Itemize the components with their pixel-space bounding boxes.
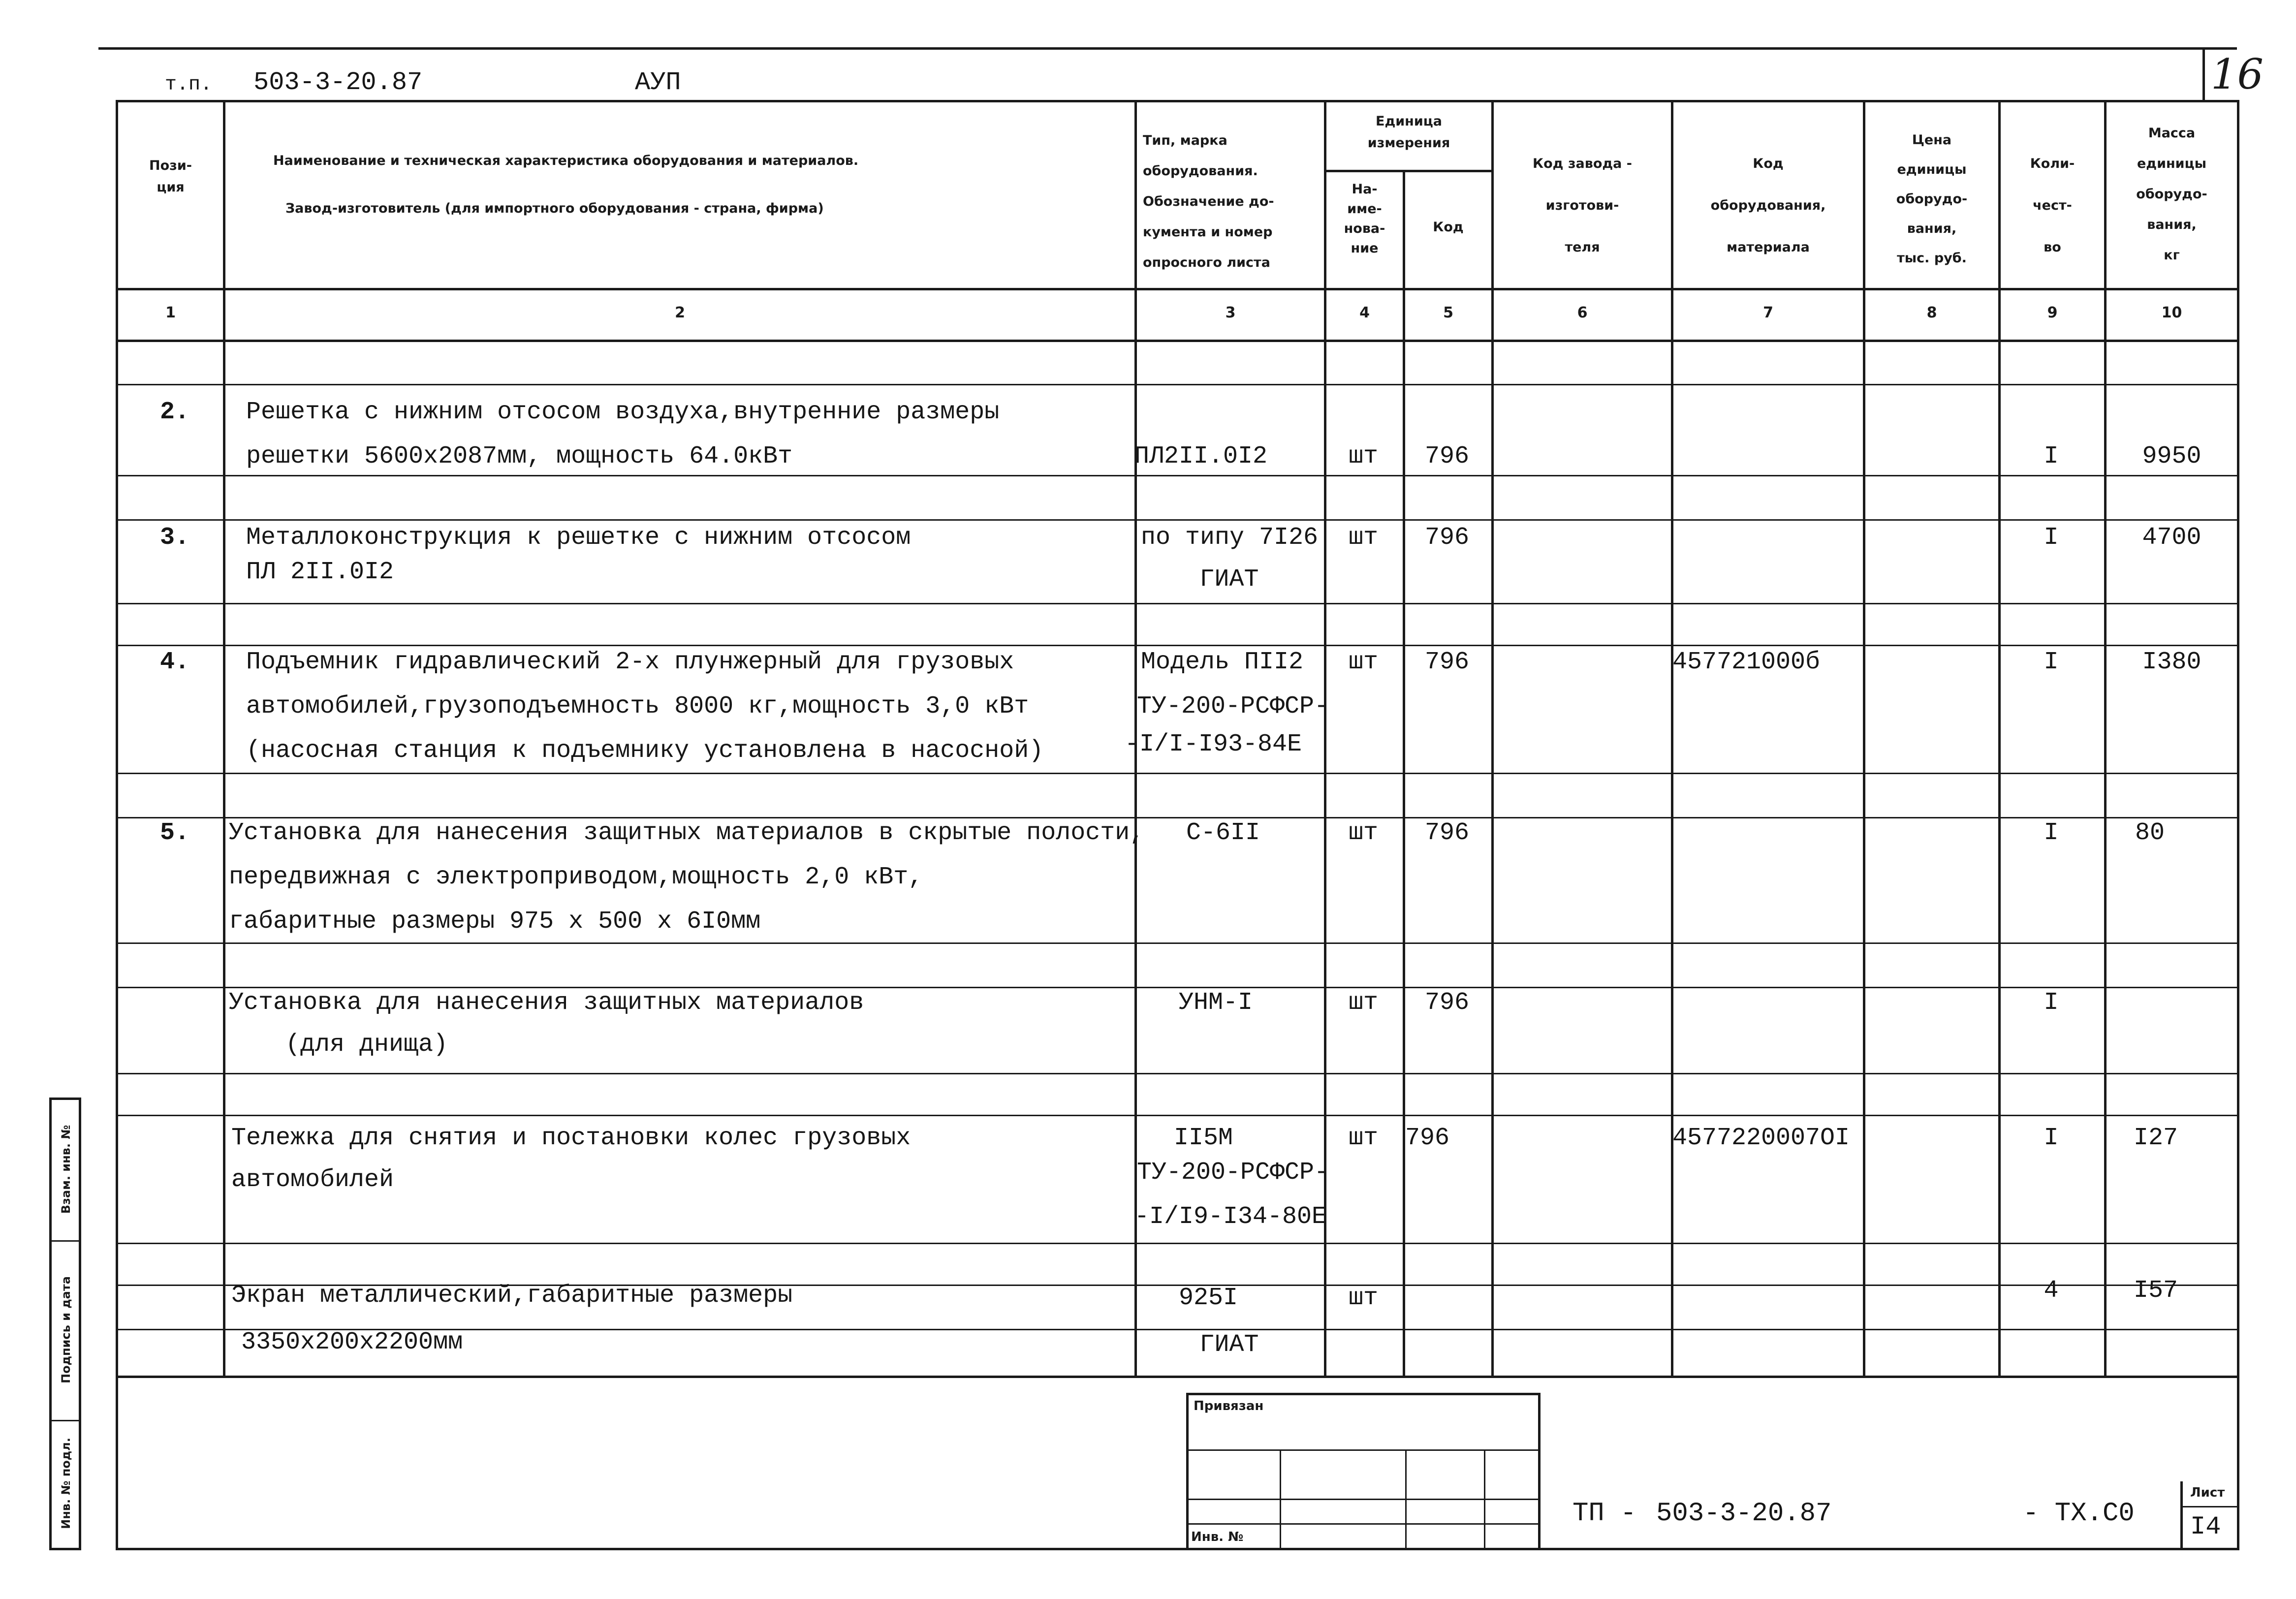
col-number: 3	[1225, 304, 1236, 321]
col-number: 8	[1926, 304, 1937, 321]
stamp-left	[1186, 1393, 1189, 1549]
row-code: 796	[1424, 819, 1469, 847]
side-label-sign-date: Подпись и дата	[59, 1276, 73, 1383]
header-col1: Пози- ция	[149, 158, 192, 195]
row-line	[116, 987, 2239, 988]
row-description: (насосная станция к подъемнику установлена в насосной)	[246, 737, 1044, 765]
row-code: 796	[1405, 1124, 1450, 1152]
header-col8: Цена единицы оборудо- вания, тыс. руб.	[1896, 132, 1968, 266]
topleft-tag: т.п.	[165, 74, 213, 96]
row-type: ТУ-200-РСФСР-	[1137, 1159, 1329, 1187]
sheet-number: I4	[2190, 1512, 2221, 1541]
row-description: автомобилей,грузоподъемность 8000 кг,мощность 3,0 кВт	[246, 692, 1029, 721]
row-type: -I/I-I93-84Е	[1125, 730, 1302, 758]
header-col2-line1: Наименование и техническая характеристика оборудования и материалов.	[273, 153, 859, 168]
unit-group-line	[1324, 170, 1491, 172]
row-description: решетки 5600x2087мм, мощность 64.0кВт	[246, 442, 793, 470]
row-description: (для днища)	[285, 1031, 448, 1059]
stamp-col-line	[1280, 1449, 1281, 1548]
stamp-line	[1186, 1499, 1541, 1500]
side-label-inv-replace: Взам. инв. №	[59, 1125, 73, 1214]
frame-top	[116, 100, 2239, 102]
row-unit: шт	[1348, 819, 1378, 847]
row-qty: I	[2044, 989, 2059, 1017]
row-code: 796	[1424, 648, 1469, 676]
row-description: передвижная с электроприводом,мощность 2,0 кВт,	[229, 863, 923, 891]
row-type: по типу 7I26	[1141, 524, 1319, 552]
sheet-label: Лист	[2190, 1485, 2225, 1500]
row-mass: I57	[2134, 1277, 2178, 1305]
col-number: 2	[675, 304, 685, 321]
col-number: 9	[2047, 304, 2058, 321]
row-mass: 4700	[2142, 524, 2202, 552]
header-bottom-line	[116, 288, 2239, 290]
col-number: 1	[165, 304, 176, 321]
row-type: 925I	[1179, 1284, 1238, 1312]
row-position: 3.	[160, 524, 190, 552]
row-type: ТУ-200-РСФСР-	[1137, 692, 1329, 721]
stamp-bound-label: Привязан	[1194, 1399, 1264, 1413]
row-qty: I	[2044, 819, 2059, 847]
side-strip-right	[79, 1097, 81, 1549]
row-line	[116, 773, 2239, 774]
number-row-bottom-line	[116, 340, 2239, 342]
page-box-left	[2202, 47, 2205, 101]
col-line-9	[2104, 100, 2107, 1377]
row-qty: I	[2044, 442, 2059, 470]
row-line	[116, 384, 2239, 385]
side-strip-line	[49, 1420, 81, 1421]
row-equipment-code: 457721000б	[1672, 648, 1821, 676]
header-col3: Тип, марка оборудования. Обозначение до- кумента и номер опросного листа	[1143, 133, 1274, 270]
row-line	[116, 519, 2239, 521]
stamp-col-line	[1405, 1449, 1407, 1548]
col-number: 7	[1763, 304, 1773, 321]
row-type: С-6II	[1186, 819, 1260, 847]
row-type: Модель ПII2	[1141, 648, 1304, 676]
row-line	[116, 1073, 2239, 1074]
col-line-8	[1998, 100, 2001, 1377]
col-line-5	[1491, 100, 1494, 1377]
header-col9: Коли- чест- во	[2030, 156, 2075, 255]
row-line	[116, 817, 2239, 818]
doc-code: 503-3-20.87	[253, 68, 423, 97]
header-col4: На- име- нова- ние	[1344, 182, 1385, 256]
row-code: 796	[1424, 524, 1469, 552]
row-description: автомобилей	[231, 1166, 394, 1194]
row-description: Экран металлический,габаритные размеры	[231, 1282, 793, 1310]
row-description: Решетка с нижним отсосом воздуха,внутренние размеры	[246, 398, 1000, 426]
row-mass: 9950	[2142, 442, 2202, 470]
side-label-inv-orig: Инв. № подл.	[59, 1438, 73, 1529]
row-description: габаритные размеры 975 x 500 x 6I0мм	[229, 908, 761, 936]
sheet-box-left	[2180, 1481, 2183, 1549]
row-mass: I380	[2142, 648, 2202, 676]
row-type: ГИАТ	[1199, 1331, 1259, 1359]
stamp-right	[1538, 1393, 1541, 1549]
header-col10: Масса единицы оборудо- вания, кг	[2136, 125, 2207, 263]
side-strip-top	[49, 1097, 81, 1100]
col-line-1	[223, 100, 225, 1377]
col-number: 10	[2161, 304, 2182, 321]
col-line-7	[1863, 100, 1865, 1377]
row-mass: I27	[2134, 1124, 2178, 1152]
row-type: ПЛ2II.0I2	[1134, 442, 1268, 470]
sheet-box-line	[2180, 1506, 2239, 1507]
row-unit: шт	[1348, 1124, 1378, 1152]
row-description: Установка для нанесения защитных материалов в скрытые полости,	[229, 819, 1145, 847]
row-qty: I	[2044, 1124, 2059, 1152]
header-unit-group: Единица измерения	[1367, 114, 1450, 151]
row-qty: I	[2044, 524, 2059, 552]
stamp-line	[1186, 1523, 1541, 1525]
row-unit: шт	[1348, 1284, 1378, 1312]
row-position: 2.	[160, 398, 190, 426]
row-line	[116, 1115, 2239, 1116]
doc-full-code: 503-3-20.87	[1656, 1499, 1832, 1529]
row-unit: шт	[1348, 442, 1378, 470]
side-strip-line	[49, 1240, 81, 1242]
row-position: 5.	[160, 819, 190, 847]
col-number: 6	[1577, 304, 1588, 321]
row-description: Тележка для снятия и постановки колес грузовых	[231, 1124, 911, 1152]
row-line	[116, 603, 2239, 604]
row-type: УНМ-I	[1178, 989, 1253, 1017]
handwritten-page-number: 16	[2211, 50, 2264, 98]
col-line-6	[1671, 100, 1673, 1377]
side-strip-left	[49, 1097, 52, 1549]
row-line	[116, 645, 2239, 646]
frame-right	[2237, 100, 2239, 1549]
stamp-top	[1186, 1393, 1541, 1395]
row-qty: 4	[2044, 1277, 2059, 1305]
doc-full-prefix: ТП -	[1573, 1499, 1636, 1529]
side-strip-bottom	[49, 1548, 81, 1550]
row-description: Металлоконструкция к решетке с нижним отсосом	[246, 524, 911, 552]
row-line	[116, 475, 2239, 476]
header-col5: Код	[1433, 219, 1464, 235]
top-border-line	[98, 47, 2237, 50]
doc-full-suffix: - ТХ.С0	[2023, 1499, 2135, 1529]
stamp-line	[1186, 1449, 1541, 1451]
col-number: 5	[1443, 304, 1453, 321]
row-description: Подъемник гидравлический 2-х плунжерный для грузовых	[246, 648, 1014, 676]
row-description: 3350x200x2200мм	[241, 1328, 463, 1356]
row-mass: 80	[2135, 819, 2165, 847]
row-unit: шт	[1348, 648, 1378, 676]
row-qty: I	[2044, 648, 2059, 676]
row-line	[116, 942, 2239, 944]
row-description: ПЛ 2II.0I2	[246, 558, 394, 586]
row-equipment-code: 4577220007ОI	[1672, 1124, 1850, 1152]
col-number: 4	[1359, 304, 1370, 321]
header-col2-line2: Завод-изготовитель (для импортного оборудования - страна, фирма)	[285, 201, 824, 216]
sheet-type: АУП	[635, 68, 681, 97]
row-type: II5М	[1174, 1124, 1233, 1152]
row-unit: шт	[1348, 989, 1378, 1017]
row-description: Установка для нанесения защитных материалов	[229, 989, 864, 1017]
header-col7: Код оборудования, материала	[1710, 156, 1826, 255]
row-unit: шт	[1348, 524, 1378, 552]
row-type: -I/I9-I34-80Е	[1134, 1203, 1327, 1231]
row-code: 796	[1424, 989, 1469, 1017]
stamp-col-line	[1484, 1449, 1485, 1548]
row-type: ГИАТ	[1199, 565, 1259, 594]
frame-bottom	[116, 1548, 2239, 1550]
table-body-bottom	[116, 1376, 2239, 1378]
row-position: 4.	[160, 648, 190, 676]
row-code: 796	[1424, 442, 1469, 470]
row-line	[116, 1243, 2239, 1244]
stamp-inv-label: Инв. №	[1191, 1530, 1244, 1544]
header-col6: Код завода - изготови- теля	[1533, 156, 1632, 255]
